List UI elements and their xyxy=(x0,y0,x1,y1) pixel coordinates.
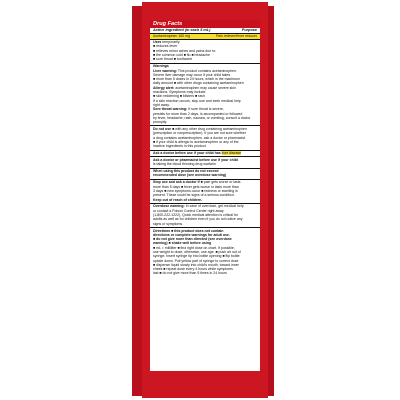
sore-throat-label: Sore throat warning: xyxy=(153,107,188,112)
stop-use-section xyxy=(150,179,260,203)
liver-warning-text: This product contains acetaminophen. xyxy=(177,68,237,73)
overdose-text: In case of overdose, get medical help xyxy=(185,204,244,209)
purpose-value: Pain reliever/fever reducer xyxy=(215,34,257,38)
uses-line: ■ relieves minor aches and pains due to: xyxy=(153,48,217,53)
sore-throat-line: persists for more than 2 days, is accompanied or followed xyxy=(153,111,243,116)
when-using-section xyxy=(150,168,260,179)
drug-facts-panel xyxy=(150,20,260,371)
do-not-use-label: Do not use xyxy=(153,127,172,132)
uses-line: ■ reduces fever xyxy=(153,44,178,49)
drug-facts-title: Drug Facts xyxy=(150,20,260,28)
directions-line: last ■ do not give more than 5 times in 24 hours xyxy=(153,271,227,276)
liver-warning-line: Severe liver damage may occur if your child takes xyxy=(153,72,231,77)
liver-warning-line: daily amount ■ with other drugs containing acetaminophen xyxy=(153,81,244,86)
when-using-label: When using this product do not exceed xyxy=(153,169,219,174)
do-not-use-text: ■ with any other drug containing acetaminophen xyxy=(172,127,247,132)
when-using-line: recommended dose (see overdose warning) xyxy=(153,173,227,178)
directions-header: Directions xyxy=(153,228,171,233)
sore-throat-text: If sore throat is severe, xyxy=(188,107,224,112)
warnings-header: Warnings xyxy=(153,64,169,69)
overdose-line: adults as well as for children even if you do not notice any xyxy=(153,217,243,222)
directions-line: ■ dispense liquid slowly into child's mouth, toward inner xyxy=(153,262,239,267)
overdose-line: or contact a Poison Control Center right away xyxy=(153,208,224,213)
ask-doctor-highlight: liver disease xyxy=(221,151,242,156)
sore-throat-line: promptly. xyxy=(153,120,168,125)
do-not-use-line: ■ if your child is allergic to acetaminophen or any of the xyxy=(153,139,239,144)
warnings-section xyxy=(150,63,260,126)
do-not-use-line: (prescription or nonprescription). If you are not sure whether xyxy=(153,131,246,136)
directions-line: warning) ■ shake well before using xyxy=(153,241,212,246)
directions-text: ■ this product does not contain xyxy=(171,228,224,233)
uses-line: ■ sore throat ■ toothache xyxy=(153,57,193,62)
box-left-side xyxy=(132,6,142,396)
overdose-label: Overdose warning: xyxy=(153,204,185,209)
directions-line: syringe. Insert syringe tip into bottle opening ■ flip bottle xyxy=(153,254,240,259)
stop-use-label: Stop use and ask a doctor if xyxy=(153,180,200,185)
uses-line: ■ the common cold ■ flu ■ headache xyxy=(153,53,210,58)
stop-use-line: more than 5 days ■ fever gets worse or lasts more than xyxy=(153,184,239,189)
do-not-use-line: a drug contains acetaminophen, ask a doctor or pharmacist. xyxy=(153,135,246,140)
stop-use-text: ■ pain gets worse or lasts xyxy=(200,180,241,185)
liver-warning-label: Liver warning: xyxy=(153,68,177,73)
directions-line: directions or complete warnings for adult use. xyxy=(153,232,230,237)
stop-use-line: present. These could be signs of a serious condition. xyxy=(153,193,235,198)
uses-intro: temporarily xyxy=(162,40,180,45)
overdose-section xyxy=(150,203,260,227)
allergy-alert-text: acetaminophen may cause severe skin xyxy=(175,85,236,90)
directions-section xyxy=(150,227,260,277)
active-ingredient-header: Active ingredient (in each 5 mL) xyxy=(153,28,211,32)
ask-pharmacist-section xyxy=(150,156,260,167)
active-ingredient-value: Acetaminophen 160 mg xyxy=(153,34,190,38)
uses-header: Uses xyxy=(153,40,162,45)
directions-line: ■ mL = milliliter ■ find right dose on chart. If possible, xyxy=(153,245,235,250)
overdose-line: signs or symptoms. xyxy=(153,221,184,226)
keep-out-of-reach: Keep out of reach of children. xyxy=(153,197,203,202)
directions-line: ■ do not give more than directed (see overdose xyxy=(153,237,232,242)
overdose-line: (1-800-222-1222). Quick medical attention is critical for xyxy=(153,213,239,218)
allergy-alert-line: right away. xyxy=(153,102,170,107)
ask-pharmacist-label: Ask a doctor or pharmacist before use if your child xyxy=(153,157,238,162)
allergy-alert-label: Allergy alert: xyxy=(153,85,175,90)
allergy-alert-line: ■ skin reddening ■ blisters ■ rash xyxy=(153,94,205,99)
do-not-use-line: inactive ingredients in this product xyxy=(153,144,206,149)
do-not-use-section xyxy=(150,125,260,149)
purpose-header: Purpose xyxy=(241,28,257,32)
directions-line: cheek ■ repeat dose every 4 hours while symptoms xyxy=(153,267,233,272)
ask-doctor-label: Ask a doctor before use if your child has xyxy=(153,151,221,156)
sore-throat-line: by fever, headache, rash, nausea, or vomiting, consult a doctor xyxy=(153,115,251,120)
ask-doctor-section xyxy=(150,150,260,157)
allergy-alert-line: reactions. Symptoms may include: xyxy=(153,90,207,95)
stop-use-line: 3 days ■ new symptoms occur ■ redness or swelling is xyxy=(153,188,238,193)
directions-line: use weight to dose; otherwise, use age. ■ push air out of xyxy=(153,250,241,254)
box-right-side xyxy=(268,6,274,396)
allergy-alert-line: If a skin reaction occurs, stop use and seek medical help xyxy=(153,98,241,103)
ask-pharmacist-line: is taking the blood thinning drug warfarin xyxy=(153,162,216,167)
directions-line: upside down. Pull yellow part of syringe to correct dose xyxy=(153,258,239,263)
uses-section xyxy=(150,39,260,63)
liver-warning-line: ■ more than 5 doses in 24 hours, which is the maximum xyxy=(153,77,240,82)
